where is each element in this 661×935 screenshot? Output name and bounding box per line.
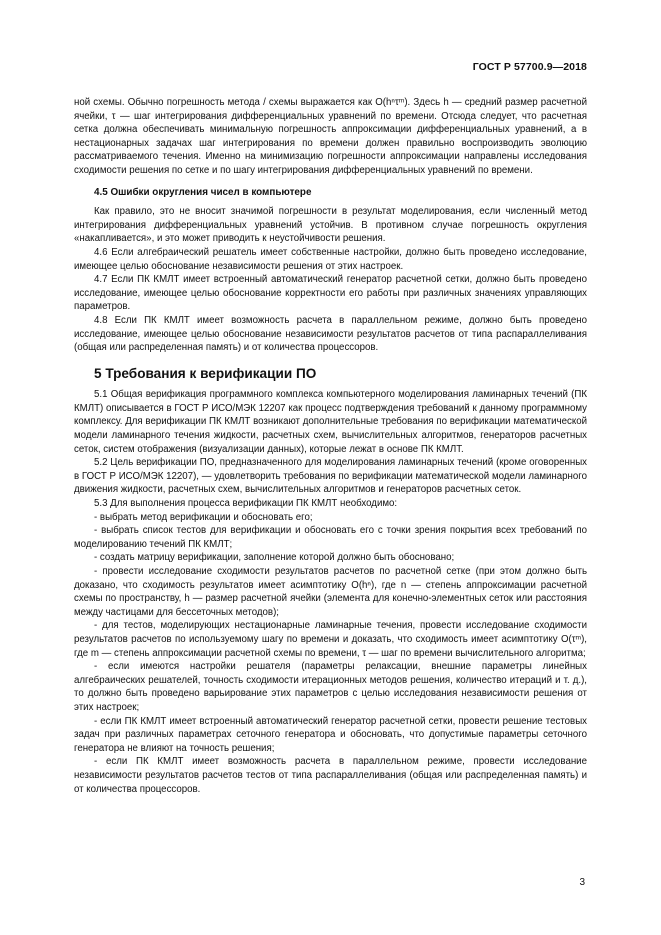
list-item: - если ПК КМЛТ имеет встроенный автоматический генератор расчетной сетки, провести решение тестовых задач при различных параметрах сеточного генератора и обосновать, что допустимые параметры сеточного генератора не влияют на точность решения; [74, 715, 587, 754]
list-item: - провести исследование сходимости результатов расчетов по расчетной сетке (при этом должно быть доказано, что сходимость результатов имеет асимптотику O(hⁿ), где n — степень аппроксимации расчетной схемы по пространству, h — размер расчетной ячейки (элемента для конечно-элементных сеток или расстояния между частицами для бессеточных методов); [74, 566, 587, 618]
paragraph-5-1: 5.1 Общая верификация программного комплекса компьютерного моделирования ламинарных течений (ПК КМЛТ) описывается в ГОСТ Р ИСО/МЭК 12207 как процесс подтверждения требований к данному программному комплексу. Для верификации ПК КМЛТ возникают дополнительные требования по верификации математической модели ламинарного течения жидкости, расчетных схем, вычислительных алгоритмов, генераторов расчетных сеток, систем отображения (визуализации данных), которые лежат в основе ПК КМЛТ. [74, 389, 587, 455]
list-item: - если имеются настройки решателя (параметры релаксации, внешние параметры линейных алгебраических решателей, точность сходимости итерационных методов решения, количество итераций и т. д.), то должно быть проведено варьирование этих параметров с целью исследования независимости решения от этих настроек; [74, 661, 587, 713]
paragraph-4-7: 4.7 Если ПК КМЛТ имеет встроенный автоматический генератор расчетной сетки, должно быть проведено исследование, имеющее целью обоснование корректности его работы при различных значениях управляющих параметров. [74, 274, 587, 313]
list-item: - выбрать список тестов для верификации и обосновать его с точки зрения покрытия всех требований по моделированию течений ПК КМЛТ; [74, 525, 587, 550]
section-5-heading: 5 Требования к верификации ПО [94, 365, 317, 381]
list-item: - для тестов, моделирующих нестационарные ламинарные течения, провести исследование сходимости результатов расчетов по используемому шагу по времени и доказать, что сходимость имеет асимптотику O(τᵐ), где m — степень аппроксимации расчетной схемы по времени, τ — шаг по времени вычислительного алгоритма; [74, 620, 587, 659]
list-item: - создать матрицу верификации, заполнение которой должно быть обосновано; [94, 552, 455, 564]
paragraph-4-6: 4.6 Если алгебраический решатель имеет собственные настройки, должно быть проведено исследование, имеющее целью обоснование независимости решения от этих настроек. [74, 246, 587, 272]
document-header-standard: ГОСТ Р 57700.9—2018 [472, 61, 587, 73]
paragraph-4-5: Как правило, это не вносит значимой погрешности в результат моделирования, если численный метод интегрирования дифференциальных уравнений устойчив. В противном случае погрешность округления «накапливается», и это может приводить к неустойчивости решения. [74, 206, 587, 245]
list-item: - выбрать метод верификации и обосновать его; [94, 511, 313, 523]
section-4-5-heading: 4.5 Ошибки округления чисел в компьютере [94, 186, 312, 198]
page-number: 3 [579, 877, 585, 888]
paragraph-5-3: 5.3 Для выполнения процесса верификации ПК КМЛТ необходимо: [94, 498, 398, 510]
paragraph-4-8: 4.8 Если ПК КМЛТ имеет возможность расчета в параллельном режиме, должно быть проведено исследование, имеющее целью обоснование независимости результатов расчетов от типа распараллеливания (общая или распределенная память) и от количества процессоров. [74, 314, 587, 354]
paragraph-5-2: 5.2 Цель верификации ПО, предназначенного для моделирования ламинарных течений (кроме оговоренных в ГОСТ Р ИСО/МЭК 12207), — удовлетворить требования по верификации математической модели ламинарного движения жидкости, расчетных схем, вычислительных алгоритмов и генераторов расчетных сеток. [74, 457, 587, 496]
paragraph-continuation: ной схемы. Обычно погрешность метода / схемы выражается как O(hⁿτᵐ). Здесь h — средний размер расчетной ячейки, τ — шаг интегрирования дифференциальных уравнений по времени. Отсюда следует, что расчетная сетка должна обеспечивать минимальную погрешность аппроксимации дифференциальных уравнений, а в нестационарных задачах шаг интегрирования по времени должен правильно воспроизводить эволюцию рассматриваемого течения. Именно на минимизацию погрешности аппроксимации направлены исследования сходимости решения по сетке и по шагу интегрирования дифференциальных уравнений по времени. [74, 97, 587, 176]
list-item: - если ПК КМЛТ имеет возможность расчета в параллельном режиме, провести исследование независимости результатов расчетов тестов от типа распараллеливания (общая или распределенная память) и от количества процессоров. [74, 756, 587, 795]
document-body [74, 96, 587, 796]
